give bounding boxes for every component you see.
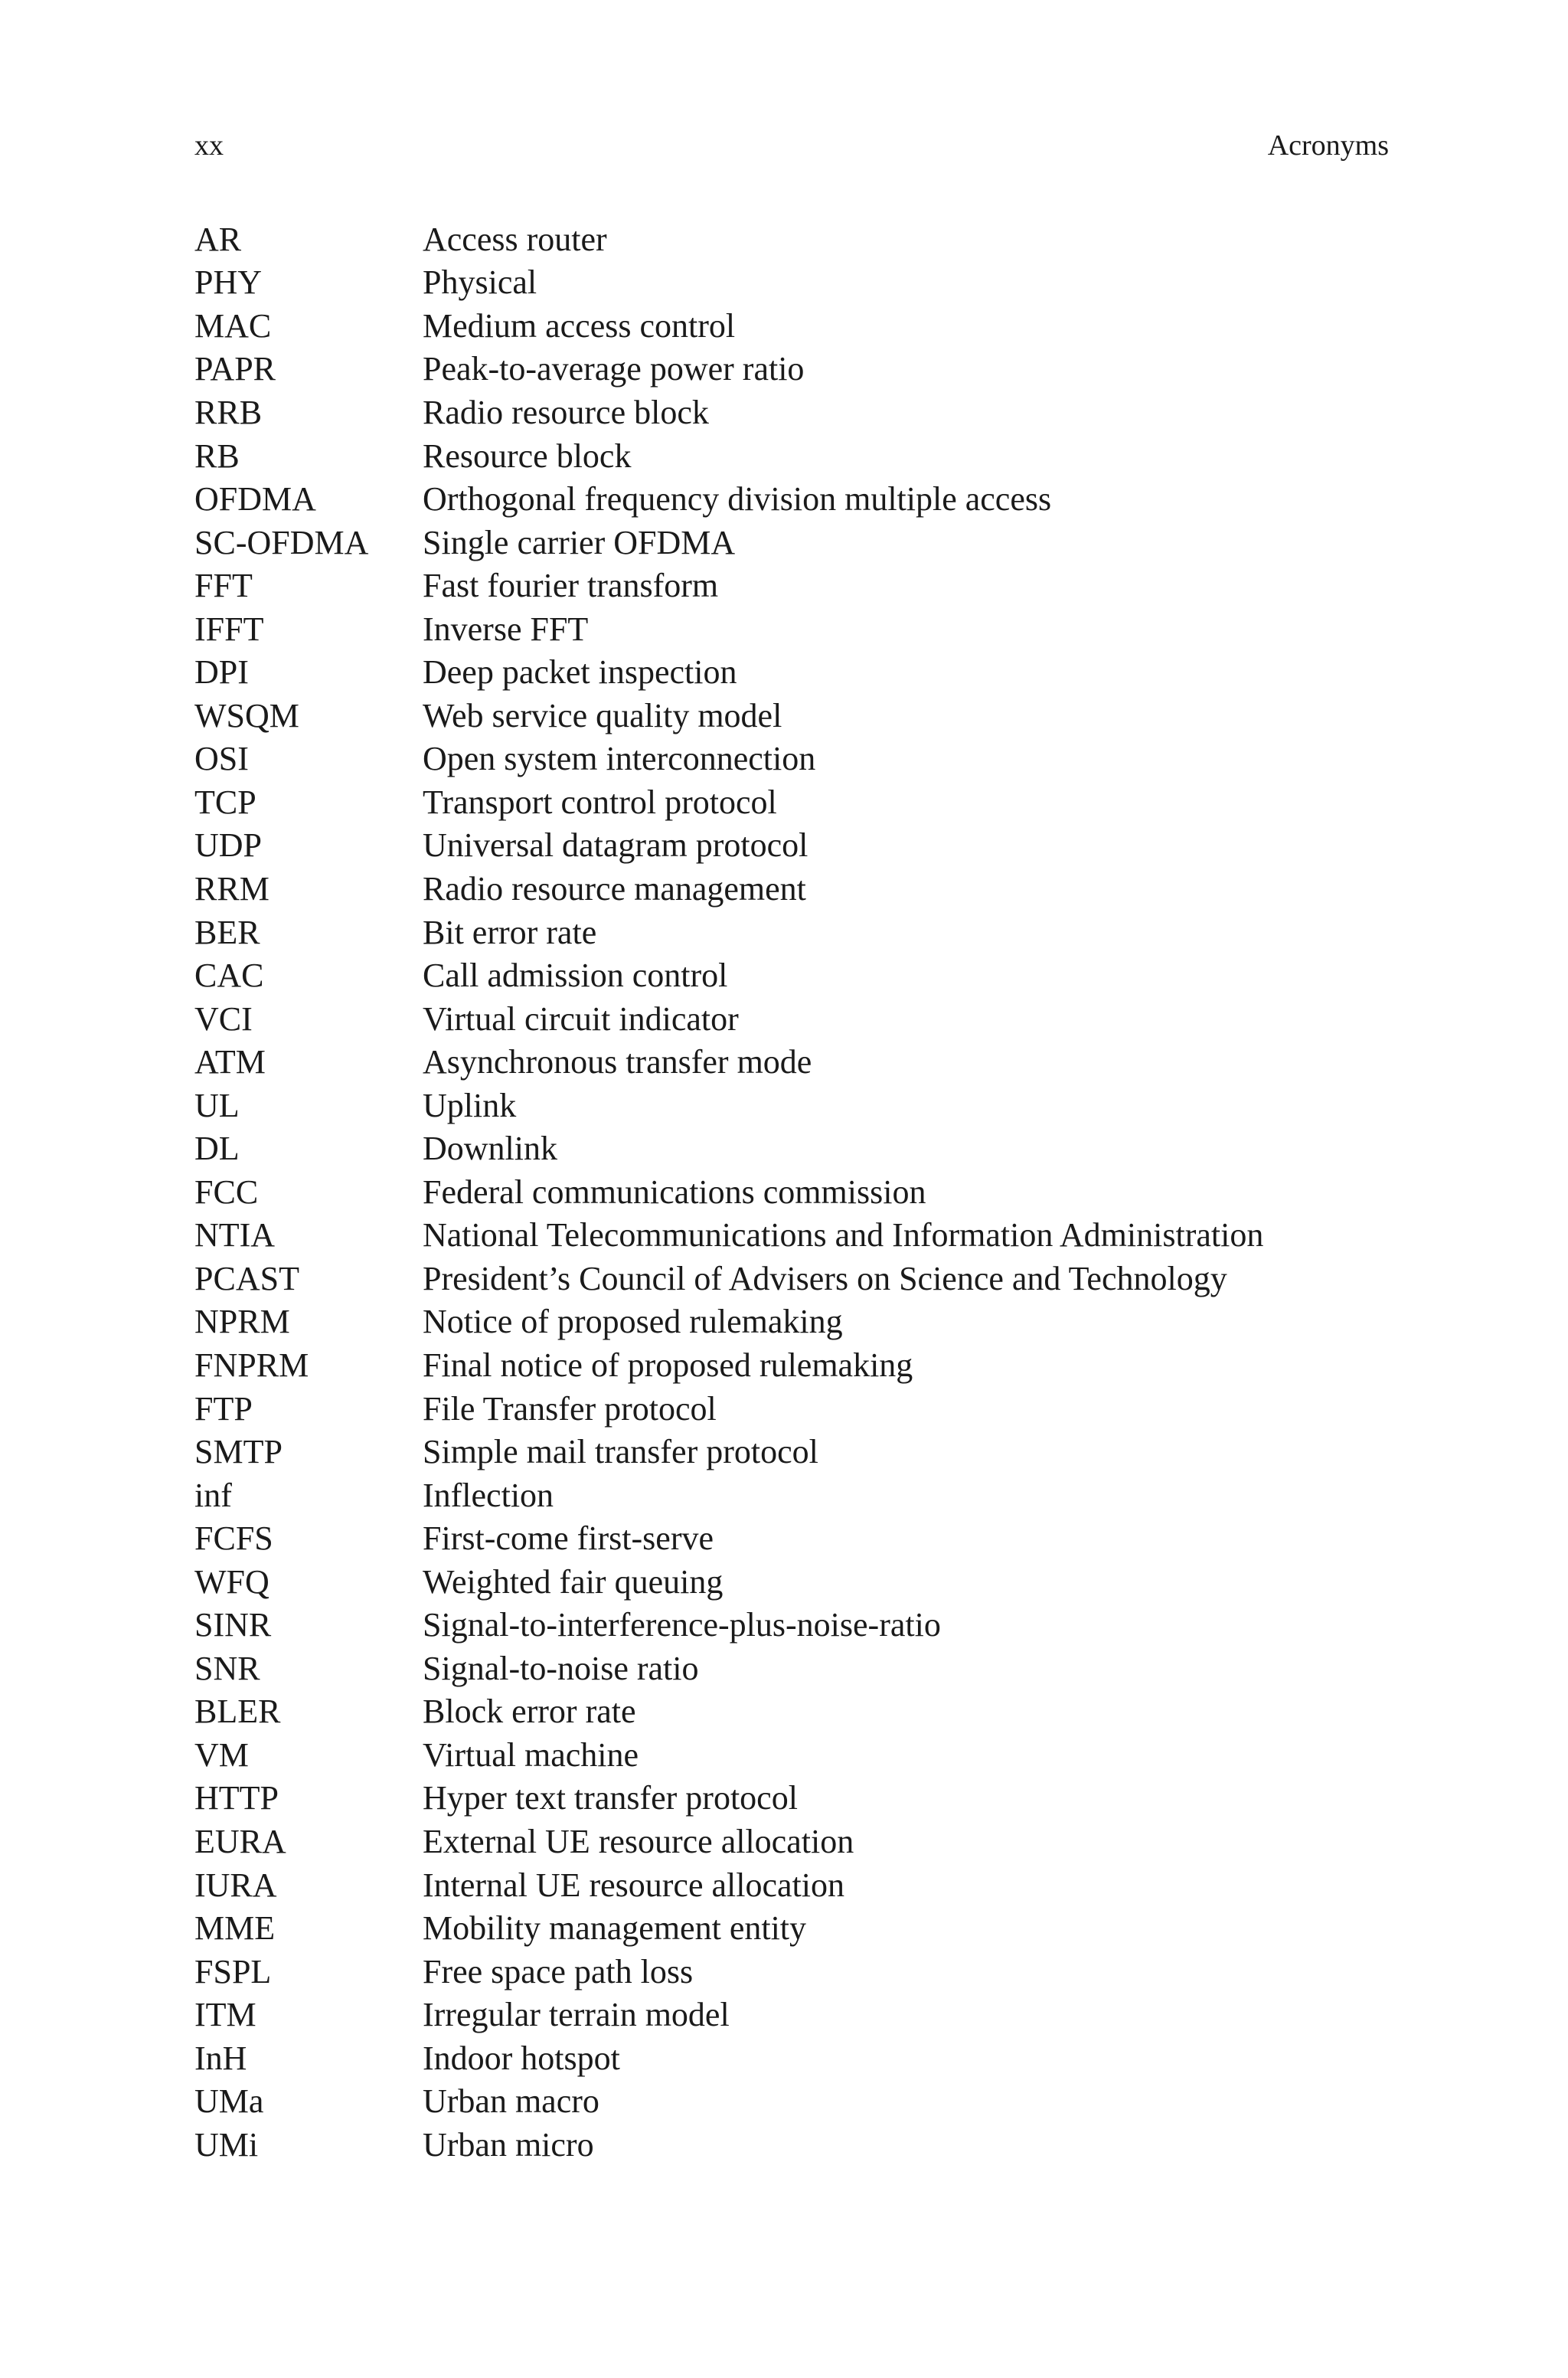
- acronym-row: [194, 1647, 1389, 1690]
- acronym-row: [194, 2123, 1389, 2167]
- acronym-term: PAPR: [194, 350, 276, 388]
- acronym-row: [194, 477, 1389, 521]
- acronym-row: [194, 261, 1389, 305]
- acronym-term: IFFT: [194, 610, 264, 648]
- acronym-definition: Inflection: [423, 1476, 554, 1514]
- acronym-row: [194, 953, 1389, 997]
- acronym-definition: Signal-to-noise ratio: [423, 1649, 699, 1687]
- acronym-term: ITM: [194, 1996, 256, 2034]
- acronym-definition: President’s Council of Advisers on Science and Technology: [423, 1259, 1227, 1297]
- acronym-term: MAC: [194, 306, 272, 345]
- acronym-definition: Web service quality model: [423, 696, 782, 734]
- acronym-term: SC-OFDMA: [194, 523, 369, 561]
- acronym-row: [194, 564, 1389, 607]
- acronym-term: TCP: [194, 783, 256, 821]
- acronym-row: [194, 1170, 1389, 1214]
- acronym-definition: Radio resource block: [423, 393, 709, 431]
- acronym-row: [194, 1257, 1389, 1300]
- acronym-definition: Peak-to-average power ratio: [423, 350, 805, 388]
- acronym-definition: Single carrier OFDMA: [423, 523, 736, 561]
- acronym-term: FFT: [194, 567, 253, 605]
- acronym-term: IURA: [194, 1866, 277, 1904]
- acronym-row: [194, 218, 1389, 261]
- acronym-definition: Indoor hotspot: [423, 2039, 620, 2077]
- acronym-definition: Physical: [423, 263, 537, 302]
- acronym-row: [194, 1906, 1389, 1950]
- acronym-term: DPI: [194, 653, 249, 692]
- acronym-term: WSQM: [194, 696, 299, 734]
- acronym-definition: Universal datagram protocol: [423, 826, 808, 865]
- acronym-term: UL: [194, 1086, 240, 1124]
- acronym-row: [194, 867, 1389, 911]
- acronym-definition: Final notice of proposed rulemaking: [423, 1346, 913, 1384]
- acronym-row: [194, 1474, 1389, 1517]
- acronym-term: RB: [194, 437, 240, 475]
- acronym-row: [194, 1387, 1389, 1431]
- acronym-term: VCI: [194, 999, 253, 1038]
- acronym-term: RRB: [194, 393, 263, 431]
- acronym-definition: Block error rate: [423, 1693, 636, 1731]
- acronym-row: [194, 824, 1389, 868]
- acronym-definition: Simple mail transfer protocol: [423, 1433, 818, 1471]
- acronym-row: [194, 391, 1389, 434]
- acronym-row: [194, 1300, 1389, 1344]
- acronym-definition: Access router: [423, 220, 607, 258]
- acronym-term: UMi: [194, 2125, 259, 2164]
- acronym-term: EURA: [194, 1823, 286, 1860]
- acronym-row: [194, 304, 1389, 348]
- acronym-definition: Notice of proposed rulemaking: [423, 1303, 843, 1341]
- acronym-term: DL: [194, 1130, 240, 1168]
- section-title: Acronyms: [1267, 129, 1389, 162]
- acronym-row: [194, 2036, 1389, 2080]
- acronym-term: VM: [194, 1735, 249, 1774]
- acronym-row: [194, 1430, 1389, 1474]
- acronym-definition: First-come first-serve: [423, 1519, 714, 1558]
- acronym-term: ATM: [194, 1043, 266, 1081]
- acronym-row: [194, 650, 1389, 694]
- acronym-term: UMa: [194, 2082, 264, 2121]
- acronym-definition: Hyper text transfer protocol: [423, 1779, 798, 1817]
- acronym-term: OFDMA: [194, 480, 316, 518]
- acronym-definition: Downlink: [423, 1130, 557, 1168]
- acronym-row: [194, 1950, 1389, 1994]
- acronym-term: FNPRM: [194, 1346, 309, 1384]
- acronym-definition: Weighted fair queuing: [423, 1562, 724, 1601]
- acronym-term: FSPL: [194, 1952, 272, 1990]
- acronym-definition: Asynchronous transfer mode: [423, 1043, 812, 1081]
- acronym-definition: Fast fourier transform: [423, 567, 719, 605]
- acronym-definition: Inverse FFT: [423, 610, 589, 648]
- acronym-term: WFQ: [194, 1562, 270, 1601]
- acronym-definition: Irregular terrain model: [423, 1996, 730, 2034]
- acronym-row: [194, 2080, 1389, 2124]
- acronym-definition: External UE resource allocation: [423, 1823, 854, 1860]
- acronym-row: [194, 780, 1389, 824]
- acronym-definition: Mobility management entity: [423, 1909, 807, 1948]
- acronym-row: [194, 521, 1389, 564]
- acronym-term: FCC: [194, 1173, 259, 1211]
- acronym-term: inf: [194, 1476, 232, 1514]
- acronym-definition: Virtual machine: [423, 1735, 639, 1774]
- acronym-definition: Free space path loss: [423, 1952, 694, 1990]
- acronym-definition: Medium access control: [423, 306, 736, 345]
- acronym-row: [194, 1343, 1389, 1387]
- acronym-definition: Urban micro: [423, 2125, 594, 2164]
- acronym-term: NTIA: [194, 1216, 276, 1254]
- acronym-row: [194, 1733, 1389, 1777]
- acronym-definition: Call admission control: [423, 957, 728, 995]
- acronym-term: SINR: [194, 1606, 272, 1644]
- acronym-term: CAC: [194, 957, 264, 995]
- acronym-definition: Orthogonal frequency division multiple access: [423, 480, 1052, 518]
- acronym-definition: Federal communications commission: [423, 1173, 926, 1211]
- acronym-definition: Urban macro: [423, 2082, 599, 2121]
- acronym-row: [194, 694, 1389, 738]
- running-head: [194, 126, 1389, 165]
- acronym-term: UDP: [194, 826, 263, 865]
- acronym-term: NPRM: [194, 1303, 290, 1341]
- acronym-term: BER: [194, 913, 260, 951]
- acronym-term: FTP: [194, 1389, 253, 1428]
- acronym-row: [194, 738, 1389, 781]
- acronym-term: HTTP: [194, 1779, 279, 1817]
- acronym-list: [194, 218, 1389, 2167]
- acronym-row: [194, 1040, 1389, 1084]
- acronym-row: [194, 1993, 1389, 2036]
- acronym-term: RRM: [194, 869, 270, 908]
- acronym-definition: Bit error rate: [423, 913, 597, 951]
- acronym-row: [194, 1777, 1389, 1820]
- acronym-row: [194, 1820, 1389, 1863]
- acronym-definition: Transport control protocol: [423, 783, 777, 821]
- acronym-row: [194, 1604, 1389, 1647]
- acronym-definition: File Transfer protocol: [423, 1389, 717, 1428]
- page-number: xx: [194, 129, 224, 162]
- acronym-row: [194, 1127, 1389, 1170]
- acronym-row: [194, 434, 1389, 478]
- acronym-term: PCAST: [194, 1259, 299, 1297]
- acronym-term: PHY: [194, 263, 263, 302]
- acronym-row: [194, 911, 1389, 954]
- acronym-row: [194, 348, 1389, 391]
- acronym-row: [194, 1560, 1389, 1604]
- acronym-term: SMTP: [194, 1433, 283, 1471]
- acronym-definition: Signal-to-interference-plus-noise-ratio: [423, 1606, 941, 1644]
- acronym-definition: Open system interconnection: [423, 740, 816, 778]
- acronym-term: BLER: [194, 1693, 281, 1731]
- acronym-term: FCFS: [194, 1519, 273, 1558]
- acronym-definition: National Telecommunications and Information Administration: [423, 1216, 1264, 1254]
- acronym-term: OSI: [194, 740, 249, 778]
- acronym-definition: Internal UE resource allocation: [423, 1866, 844, 1904]
- acronym-definition: Resource block: [423, 437, 632, 475]
- acronym-definition: Uplink: [423, 1086, 517, 1124]
- acronym-term: InH: [194, 2039, 247, 2077]
- acronym-row: [194, 1516, 1389, 1560]
- acronym-definition: Virtual circuit indicator: [423, 999, 739, 1038]
- acronym-row: [194, 1214, 1389, 1258]
- acronym-term: AR: [194, 220, 242, 258]
- acronym-row: [194, 607, 1389, 651]
- acronym-row: [194, 1084, 1389, 1127]
- acronym-row: [194, 997, 1389, 1041]
- acronym-row: [194, 1690, 1389, 1734]
- acronym-definition: Deep packet inspection: [423, 653, 737, 692]
- acronym-term: SNR: [194, 1649, 260, 1687]
- acronym-definition: Radio resource management: [423, 869, 806, 908]
- acronym-row: [194, 1863, 1389, 1907]
- acronym-term: MME: [194, 1909, 276, 1948]
